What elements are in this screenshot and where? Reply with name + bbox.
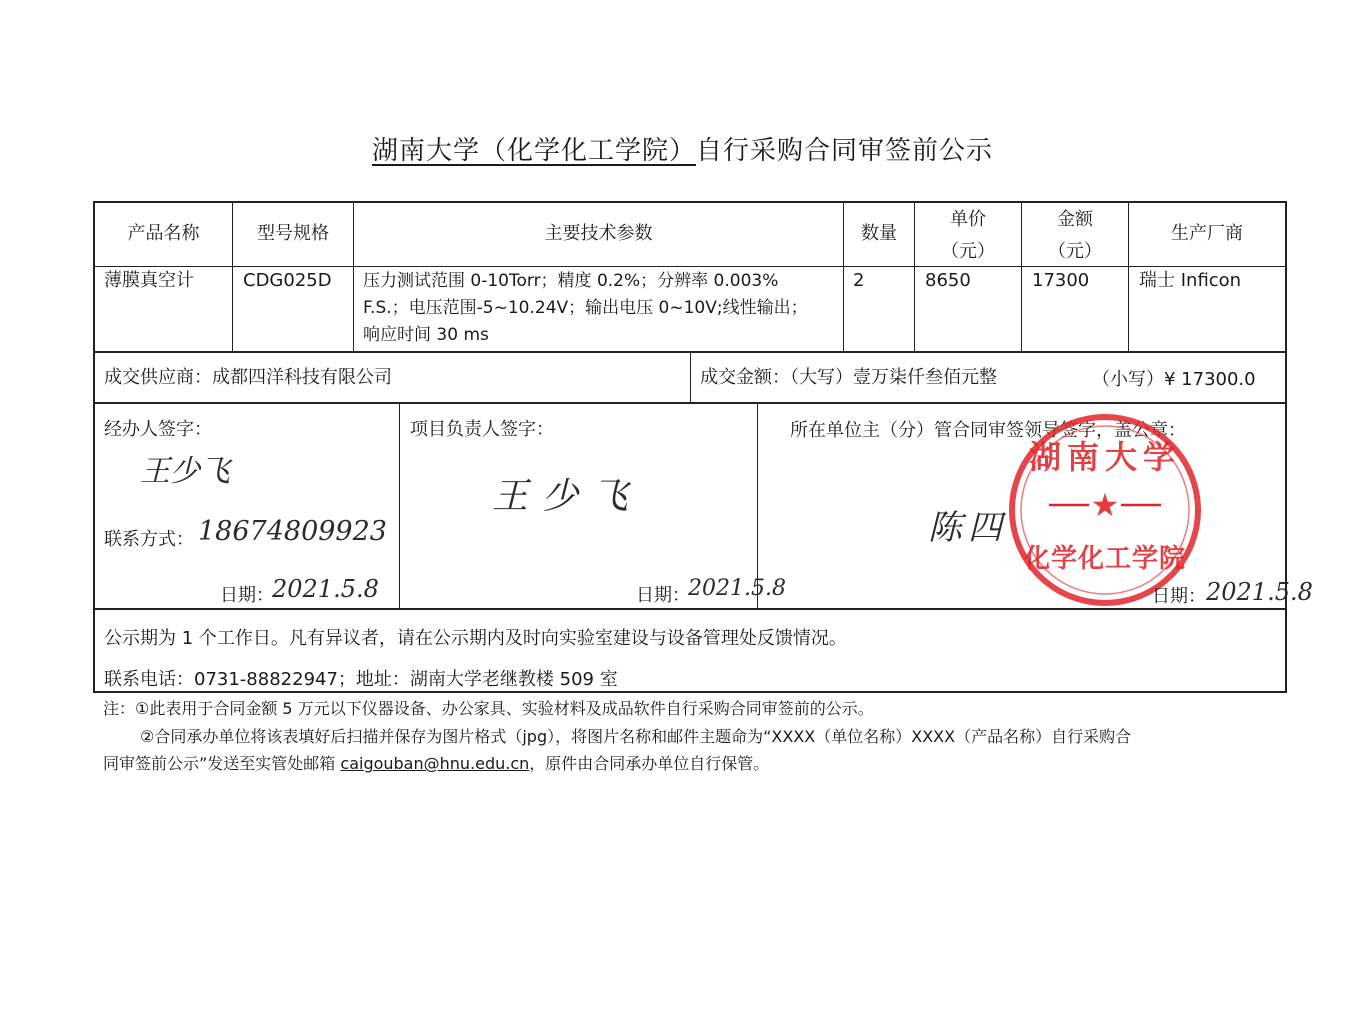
table-line — [399, 403, 400, 609]
supplier-label: 成交供应商：成都四洋科技有限公司 — [104, 367, 392, 388]
unit-signature: 陈四 — [928, 508, 1008, 548]
header-manufacturer: 生产厂商 — [1171, 223, 1243, 244]
unit-leader-label: 所在单位主（分）管合同审签领导签字，盖公章： — [790, 420, 1186, 441]
notice-line-2: 联系电话：0731-88822947；地址：湖南大学老继教楼 509 室 — [104, 669, 618, 690]
unit-date-label: 日期： — [1152, 586, 1206, 607]
header-model: 型号规格 — [257, 223, 329, 244]
project-date: 2021.5.8 — [688, 576, 786, 601]
handler-date: 2021.5.8 — [272, 575, 379, 603]
table-line — [93, 266, 1287, 267]
contact-label: 联系方式： — [104, 529, 194, 550]
seal-bottom-text: 化学化工学院 — [1023, 544, 1186, 574]
params-line: 响应时间 30 ms — [363, 325, 489, 345]
footnote-2b — [103, 750, 1283, 777]
cell-product: 薄膜真空计 — [104, 270, 194, 291]
table-border-right — [1285, 201, 1287, 693]
official-seal — [1005, 410, 1205, 610]
params-line: 压力测试范围 0-10Torr；精度 0.2%；分辨率 0.003% — [363, 271, 779, 291]
project-date-label: 日期： — [636, 585, 690, 606]
contact-value: 18674809923 — [198, 516, 387, 547]
handler-date-label: 日期： — [220, 585, 274, 606]
cell-params — [363, 268, 841, 349]
footnote-2c-text: ，原件由合同承办单位自行保管。 — [529, 754, 770, 773]
header-amount: 金额 — [1057, 209, 1093, 230]
cell-amount: 17300 — [1032, 270, 1090, 291]
seal-top-text: 湖南大学 — [1028, 438, 1181, 476]
cell-model: CDG025D — [243, 270, 332, 291]
title-underlined: 湖南大学（化学化工学院） — [371, 136, 696, 166]
handler-label: 经办人签字： — [104, 419, 212, 440]
seal-star: ★ — [1090, 486, 1120, 524]
header-params: 主要技术参数 — [544, 223, 653, 244]
handler-signature: 王少飞 — [140, 454, 230, 489]
header-amount-unit: （元） — [1048, 241, 1102, 262]
notice-line-1: 公示期为 1 个工作日。凡有异议者，请在公示期内及时向实验室建设与设备管理处反馈情况。 — [104, 628, 847, 649]
table-border-top — [93, 201, 1287, 203]
header-unit-price-unit: （元） — [941, 241, 995, 262]
footnote-1: 注：①此表用于合同金额 5 万元以下仪器设备、办公家具、实验材料及成品软件自行采购合同审签前的公示。 — [103, 699, 874, 718]
project-signature: 王少飞 — [492, 476, 643, 517]
cell-unit-price: 8650 — [925, 270, 971, 291]
title-rest: 自行采购合同审签前公示 — [696, 136, 994, 166]
project-leader-label: 项目负责人签字： — [410, 419, 554, 440]
table-line — [690, 352, 691, 403]
page-title — [0, 130, 1365, 167]
cell-quantity: 2 — [853, 270, 865, 291]
cell-manufacturer: 瑞士 Inficon — [1139, 270, 1242, 291]
footnote-2a: ②合同承办单位将该表填好后扫描并保存为图片格式（jpg），将图片名称和邮件主题命为“XXXX（单位名称）XXXX（产品名称）自行采购合 — [140, 727, 1132, 746]
unit-date: 2021.5.8 — [1206, 578, 1313, 606]
deal-amount-label: 成交金额：（大写）壹万柒仟叁佰元整 — [700, 367, 997, 388]
header-unit-price: 单价 — [950, 209, 986, 230]
header-quantity: 数量 — [861, 223, 897, 244]
header-product-name: 产品名称 — [127, 223, 200, 244]
params-line: F.S.；电压范围-5~10.24V；输出电压 0~10V;线性输出； — [363, 298, 808, 318]
table-border-left — [93, 201, 95, 693]
deal-amount-small: （小写）¥ 17300.0 — [1092, 369, 1256, 390]
email-link[interactable]: caigouban@hnu.edu.cn — [340, 754, 530, 773]
footnote-2b-text: 同审签前公示”发送至实管处邮箱 — [103, 754, 336, 773]
